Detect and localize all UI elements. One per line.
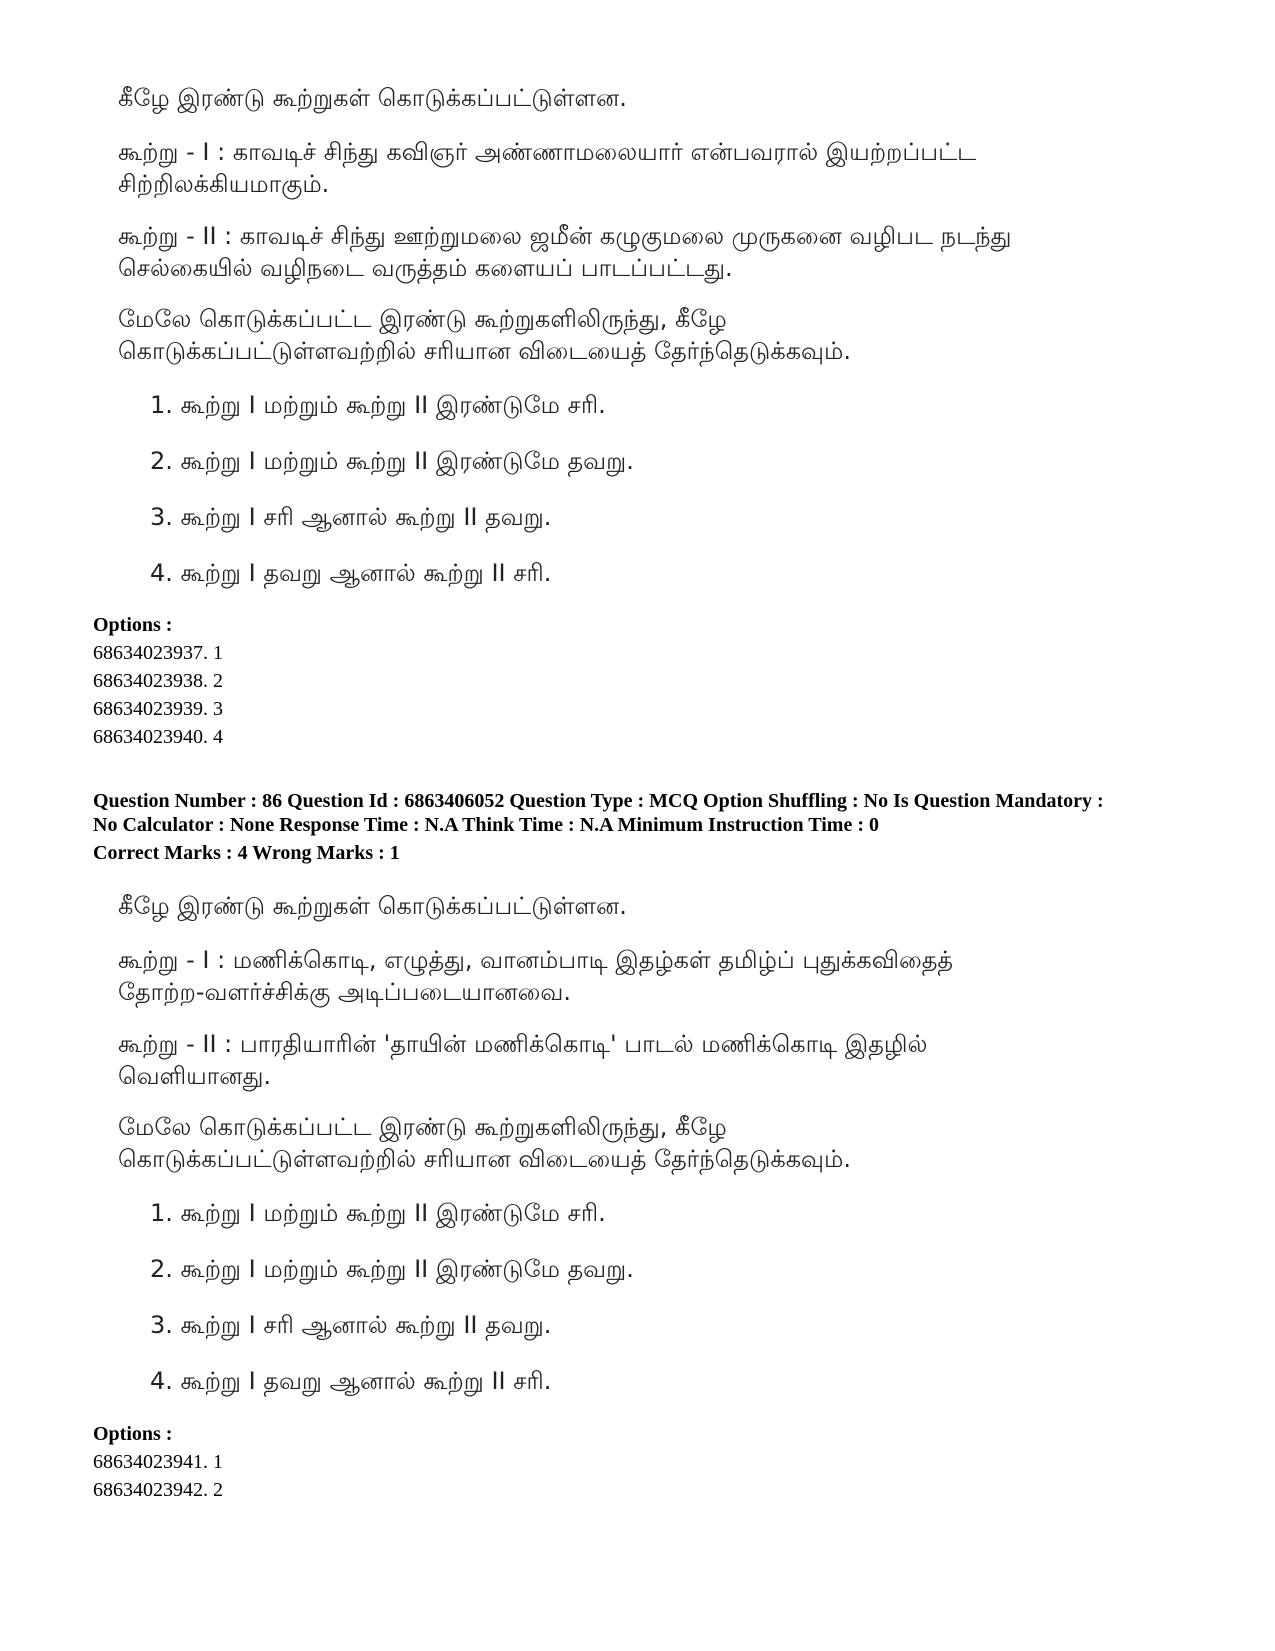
q2-instruction: மேலே கொடுக்கப்பட்ட இரண்டு கூற்றுகளிலிருந்து, கீழே கொடுக்கப்பட்டுள்ளவற்றில் சரியான விடையைத் தேர்ந்தெடுக்கவும்.	[118, 1113, 851, 1173]
q1-choice-1: 1. கூற்று I மற்றும் கூற்று II இரண்டுமே சரி.	[150, 391, 606, 419]
q1-option-2: 68634023938. 2	[93, 670, 223, 692]
q1-intro: கீழே இரண்டு கூற்றுகள் கொடுக்கப்பட்டுள்ளன.	[118, 84, 627, 112]
q1-option-3: 68634023939. 3	[93, 698, 223, 720]
q2-intro: கீழே இரண்டு கூற்றுகள் கொடுக்கப்பட்டுள்ளன.	[118, 892, 627, 920]
q1-options-label: Options :	[93, 614, 173, 636]
q2-option-2: 68634023942. 2	[93, 1479, 223, 1501]
q2-meta-line-2: No Calculator : None Response Time : N.A Think Time : N.A Minimum Instruction Time : 0	[93, 814, 879, 836]
q1-option-4: 68634023940. 4	[93, 726, 223, 748]
q1-statement-1: கூற்று - I : காவடிச் சிந்து கவிஞர் அண்ணாமலையார் என்பவரால் இயற்றப்பட்ட சிற்றிலக்கியமாகும்.	[118, 138, 977, 198]
q1-choice-2: 2. கூற்று I மற்றும் கூற்று II இரண்டுமே தவறு.	[150, 447, 634, 475]
q2-statement-1: கூற்று - I : மணிக்கொடி, எழுத்து, வானம்பாடி இதழ்கள் தமிழ்ப் புதுக்கவிதைத் தோற்ற-வளர்ச்சிக்கு அடிப்படையானவை.	[118, 946, 954, 1006]
q2-choice-4: 4. கூற்று I தவறு ஆனால் கூற்று II சரி.	[150, 1367, 552, 1395]
q2-meta-line-1: Question Number : 86 Question Id : 6863406052 Question Type : MCQ Option Shuffling : No Is Question Mandatory :	[93, 790, 1104, 812]
q2-choice-2: 2. கூற்று I மற்றும் கூற்று II இரண்டுமே தவறு.	[150, 1255, 634, 1283]
q1-choice-4: 4. கூற்று I தவறு ஆனால் கூற்று II சரி.	[150, 559, 552, 587]
q2-choice-1: 1. கூற்று I மற்றும் கூற்று II இரண்டுமே சரி.	[150, 1199, 606, 1227]
q2-options-label: Options :	[93, 1423, 173, 1445]
q2-option-1: 68634023941. 1	[93, 1451, 223, 1473]
q1-statement-2: கூற்று - II : காவடிச் சிந்து ஊற்றுமலை ஜமீன் கழுகுமலை முருகனை வழிபட நடந்து செல்கையில் வழிநடை வருத்தம் களையப் பாடப்பட்டது.	[118, 222, 1012, 282]
q1-option-1: 68634023937. 1	[93, 642, 223, 664]
q2-choice-3: 3. கூற்று I சரி ஆனால் கூற்று II தவறு.	[150, 1311, 552, 1339]
q1-choice-3: 3. கூற்று I சரி ஆனால் கூற்று II தவறு.	[150, 503, 552, 531]
q2-marks: Correct Marks : 4 Wrong Marks : 1	[93, 842, 400, 864]
q2-statement-2: கூற்று - II : பாரதியாரின் 'தாயின் மணிக்கொடி' பாடல் மணிக்கொடி இதழில் வெளியானது.	[118, 1030, 928, 1090]
q1-instruction: மேலே கொடுக்கப்பட்ட இரண்டு கூற்றுகளிலிருந்து, கீழே கொடுக்கப்பட்டுள்ளவற்றில் சரியான விடையைத் தேர்ந்தெடுக்கவும்.	[118, 305, 851, 365]
